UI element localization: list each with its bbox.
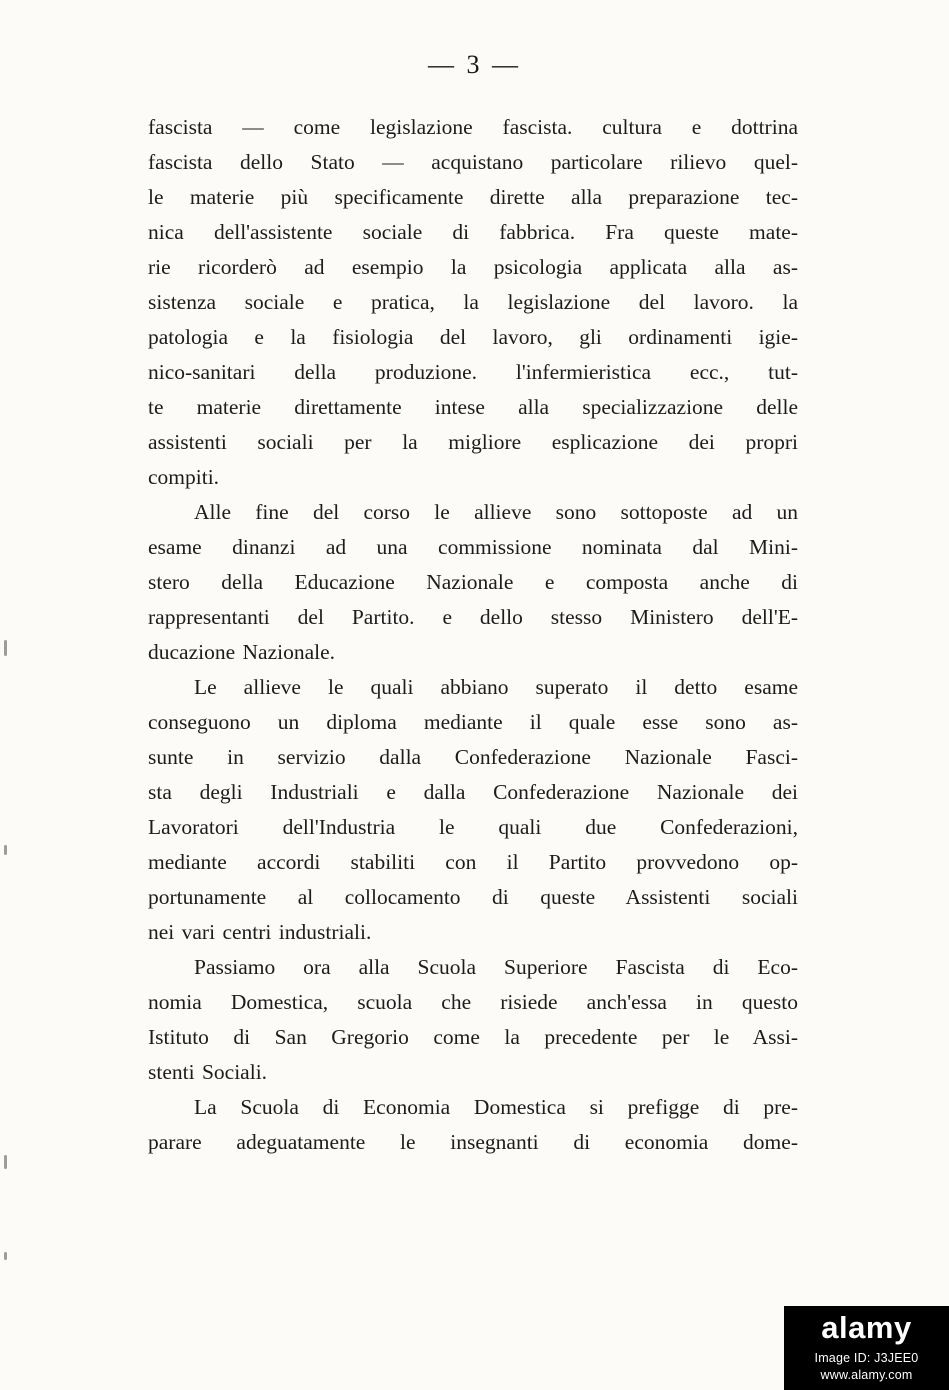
text-line: nica dell'assistente sociale di fabbrica. Fra queste mate- xyxy=(148,220,798,244)
text-line: Istituto di San Gregorio come la precedente per le Assi- xyxy=(148,1025,798,1049)
text-block xyxy=(148,110,798,1160)
text-line: conseguono un diploma mediante il quale esse sono as- xyxy=(148,710,798,734)
text-line: portunamente al collocamento di queste Assistenti sociali xyxy=(148,885,798,909)
text-line: assistenti sociali per la migliore esplicazione dei propri xyxy=(148,430,798,454)
text-line: Passiamo ora alla Scuola Superiore Fascista di Eco- xyxy=(194,955,798,979)
alamy-watermark xyxy=(784,1306,949,1390)
watermark-image-id: Image ID: J3JEE0 xyxy=(814,1351,919,1365)
alamy-logo: alamy xyxy=(821,1310,912,1345)
watermark-url: www.alamy.com xyxy=(820,1368,913,1382)
text-line: fascista dello Stato — acquistano particolare rilievo quel- xyxy=(148,150,798,174)
scan-artifact xyxy=(4,640,7,656)
text-line: rappresentanti del Partito. e dello stesso Ministero dell'E- xyxy=(148,605,798,629)
text-line: sunte in servizio dalla Confederazione Nazionale Fasci- xyxy=(148,745,798,769)
text-line: nomia Domestica, scuola che risiede anch'essa in questo xyxy=(148,990,798,1014)
text-line: te materie direttamente intese alla specializzazione delle xyxy=(148,395,798,419)
text-line: mediante accordi stabiliti con il Partito provvedono op- xyxy=(148,850,798,874)
paragraph-4 xyxy=(148,950,798,1090)
paragraph-3 xyxy=(148,670,798,950)
paragraph-1 xyxy=(148,110,798,495)
text-line: le materie più specificamente dirette alla preparazione tec- xyxy=(148,185,798,209)
text-line: La Scuola di Economia Domestica si prefigge di pre- xyxy=(194,1095,798,1119)
paragraph-2 xyxy=(148,495,798,670)
text-line: sistenza sociale e pratica, la legislazione del lavoro. la xyxy=(148,290,798,314)
paragraph-5 xyxy=(148,1090,798,1160)
text-line: sta degli Industriali e dalla Confederazione Nazionale dei xyxy=(148,780,798,804)
text-line: nei vari centri industriali. xyxy=(148,920,372,944)
scan-artifact xyxy=(4,1155,7,1169)
text-line: nico-sanitari della produzione. l'infermieristica ecc., tut- xyxy=(148,360,798,384)
scan-artifact xyxy=(4,1252,7,1260)
text-line: patologia e la fisiologia del lavoro, gli ordinamenti igie- xyxy=(148,325,798,349)
text-line: ducazione Nazionale. xyxy=(148,640,336,664)
text-line: Alle fine del corso le allieve sono sottoposte ad un xyxy=(194,500,798,524)
text-line: compiti. xyxy=(148,465,220,489)
scan-artifact xyxy=(4,845,7,855)
text-line: Le allieve le quali abbiano superato il detto esame xyxy=(194,675,798,699)
page-number: — 3 — xyxy=(428,50,521,79)
text-line: fascista — come legislazione fascista. cultura e dottrina xyxy=(148,115,798,139)
text-line: parare adeguatamente le insegnanti di economia dome- xyxy=(148,1130,798,1154)
text-line: stenti Sociali. xyxy=(148,1060,268,1084)
text-line: Lavoratori dell'Industria le quali due Confederazioni, xyxy=(148,815,798,839)
text-line: esame dinanzi ad una commissione nominata dal Mini- xyxy=(148,535,798,559)
text-line: stero della Educazione Nazionale e composta anche di xyxy=(148,570,798,594)
text-line: rie ricorderò ad esempio la psicologia applicata alla as- xyxy=(148,255,798,279)
